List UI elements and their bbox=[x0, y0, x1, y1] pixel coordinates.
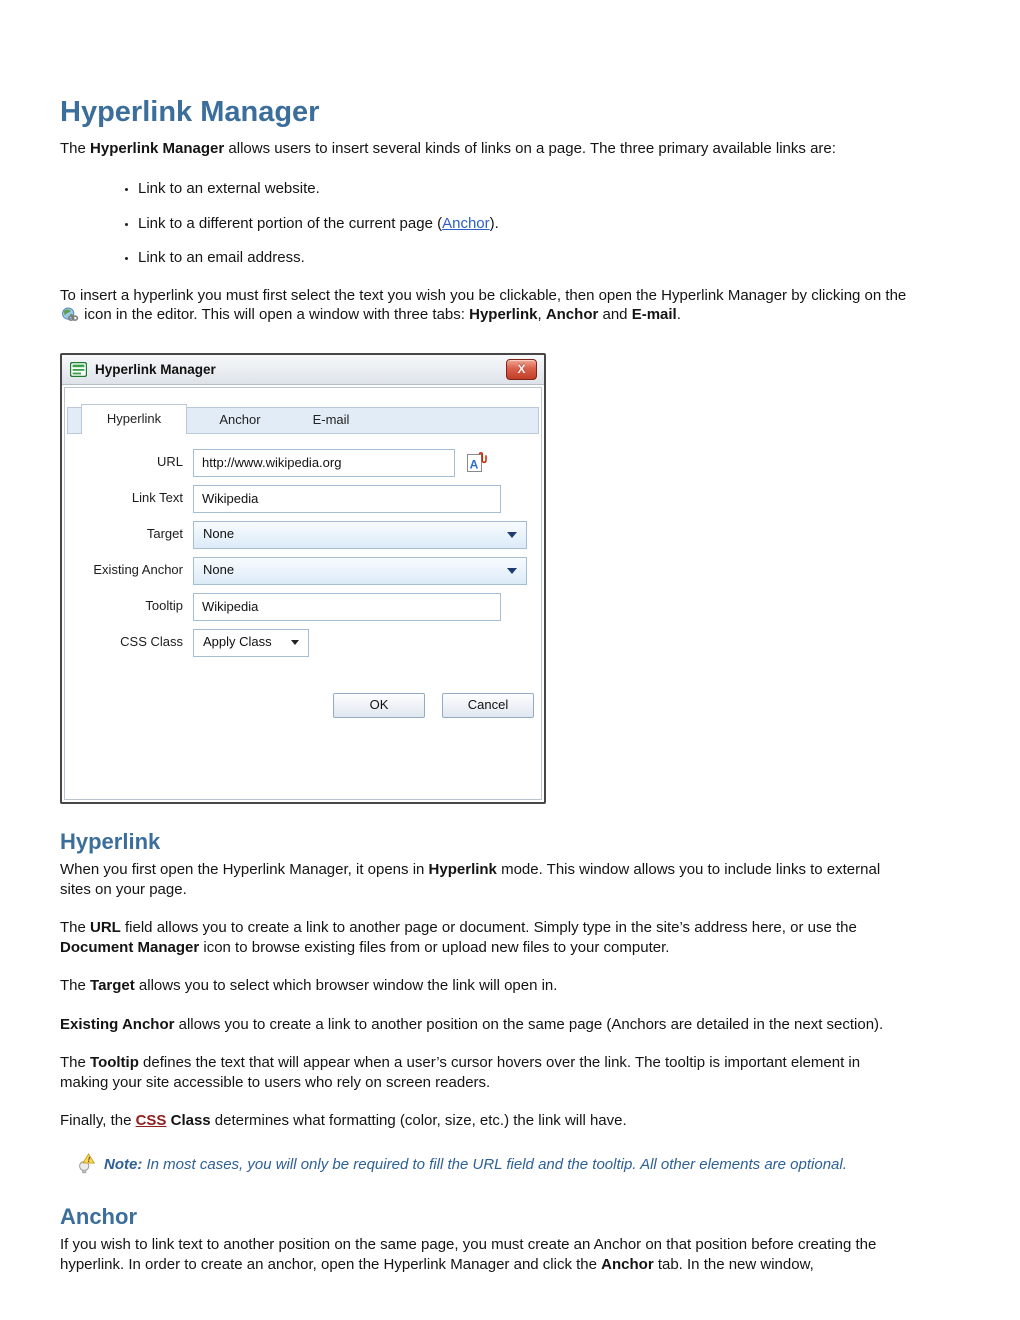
hyperlink-paragraph-3: The Target allows you to select which browser window the link will open in. bbox=[60, 977, 558, 995]
chevron-down-icon bbox=[507, 532, 517, 538]
existing-anchor-dropdown[interactable]: None bbox=[193, 557, 527, 585]
tooltip-row bbox=[65, 593, 541, 621]
list-item: • Link to an email address. bbox=[138, 248, 910, 268]
link-text-input[interactable] bbox=[193, 485, 501, 513]
hyperlink-paragraph-2: The URL field allows you to create a link to another page or document. Simply type in the site’s address here, or use the Document Manager icon to browse existing files from or upload new files to your computer. bbox=[60, 919, 857, 956]
section-heading-anchor: Anchor bbox=[60, 1204, 137, 1230]
note-callout: ! Note: In most cases, you will only be required to fill the URL field and the tooltip. All other elements are optional. bbox=[78, 1153, 910, 1180]
url-row bbox=[65, 449, 541, 477]
anchor-paragraph-1: If you wish to link text to another position on the same page, you must create an Anchor on that position before creating the hyperlink. In order to create an anchor, open the Hyperlink Manager and click the Anchor tab. In the new window, bbox=[60, 1236, 877, 1273]
svg-text:!: ! bbox=[87, 1154, 91, 1164]
list-item: • Link to an external website. bbox=[138, 179, 910, 199]
ok-button[interactable]: OK bbox=[333, 693, 425, 718]
list-item: • Link to a different portion of the current page (Anchor). bbox=[138, 214, 910, 234]
hyperlink-paragraph-6: Finally, the CSS Class determines what formatting (color, size, etc.) the link will have. bbox=[60, 1112, 627, 1130]
tooltip-label: Tooltip bbox=[145, 598, 183, 614]
dialog-title: Hyperlink Manager bbox=[95, 361, 216, 377]
section-heading-hyperlink: Hyperlink bbox=[60, 828, 161, 854]
css-class-label: CSS Class bbox=[120, 634, 183, 650]
close-button[interactable]: X bbox=[506, 359, 537, 380]
tab-anchor[interactable]: Anchor bbox=[219, 412, 261, 428]
url-input[interactable] bbox=[193, 449, 455, 477]
lightbulb-alert-icon bbox=[78, 1153, 95, 1180]
tooltip-input[interactable] bbox=[193, 593, 501, 621]
hyperlink-paragraph-4: Existing Anchor allows you to create a link to another position on the same page (Anchors are detailed in the next section). bbox=[60, 1015, 884, 1033]
link-types-list bbox=[60, 179, 910, 268]
hyperlink-paragraph-1: When you first open the Hyperlink Manager, it opens in Hyperlink mode. This window allows you to include links to external sites on your page. bbox=[60, 861, 881, 898]
hyperlink-paragraph-5: The Tooltip defines the text that will appear when a user’s cursor hovers over the link. The tooltip is important element in making your site accessible to users who rely on screen readers. bbox=[60, 1054, 861, 1091]
dialog-buttons bbox=[65, 693, 541, 718]
anchor-section-link[interactable]: Anchor bbox=[442, 214, 490, 232]
target-label: Target bbox=[146, 526, 183, 542]
page-title: Hyperlink Manager bbox=[60, 96, 320, 128]
chevron-down-icon bbox=[507, 568, 517, 574]
insert-paragraph: To insert a hyperlink you must first select the text you wish you be clickable, then open the Hyperlink Manager by clicking on the icon in the editor. This will open a window with three tabs: Hyperlink, Anchor and E-mail. bbox=[60, 286, 910, 328]
document-manager-icon[interactable] bbox=[466, 451, 487, 474]
existing-anchor-label: Existing Anchor bbox=[93, 562, 183, 578]
dialog-titlebar[interactable] bbox=[62, 355, 544, 385]
dialog-body bbox=[64, 387, 542, 800]
existing-anchor-row bbox=[65, 557, 541, 585]
target-dropdown[interactable]: None bbox=[193, 521, 527, 549]
svg-text:A: A bbox=[469, 457, 479, 472]
tab-email[interactable]: E-mail bbox=[312, 412, 350, 428]
css-link[interactable]: CSS bbox=[135, 1112, 167, 1130]
dialog-tabs bbox=[67, 407, 539, 434]
intro-paragraph: The Hyperlink Manager allows users to insert several kinds of links on a page. The three primary available links are: bbox=[60, 139, 836, 157]
form-window-icon bbox=[70, 362, 87, 377]
cancel-button[interactable]: Cancel bbox=[442, 693, 534, 718]
globe-link-icon bbox=[61, 307, 79, 328]
css-class-dropdown[interactable]: Apply Class bbox=[193, 629, 309, 657]
url-label: URL bbox=[156, 454, 183, 470]
dialog-form bbox=[65, 449, 541, 657]
css-class-row bbox=[65, 629, 541, 657]
link-text-row bbox=[65, 485, 541, 513]
target-row bbox=[65, 521, 541, 549]
chevron-down-icon bbox=[291, 640, 299, 645]
tab-hyperlink[interactable]: Hyperlink bbox=[81, 404, 187, 434]
hyperlink-manager-dialog bbox=[60, 353, 546, 804]
link-text-label: Link Text bbox=[131, 490, 183, 506]
